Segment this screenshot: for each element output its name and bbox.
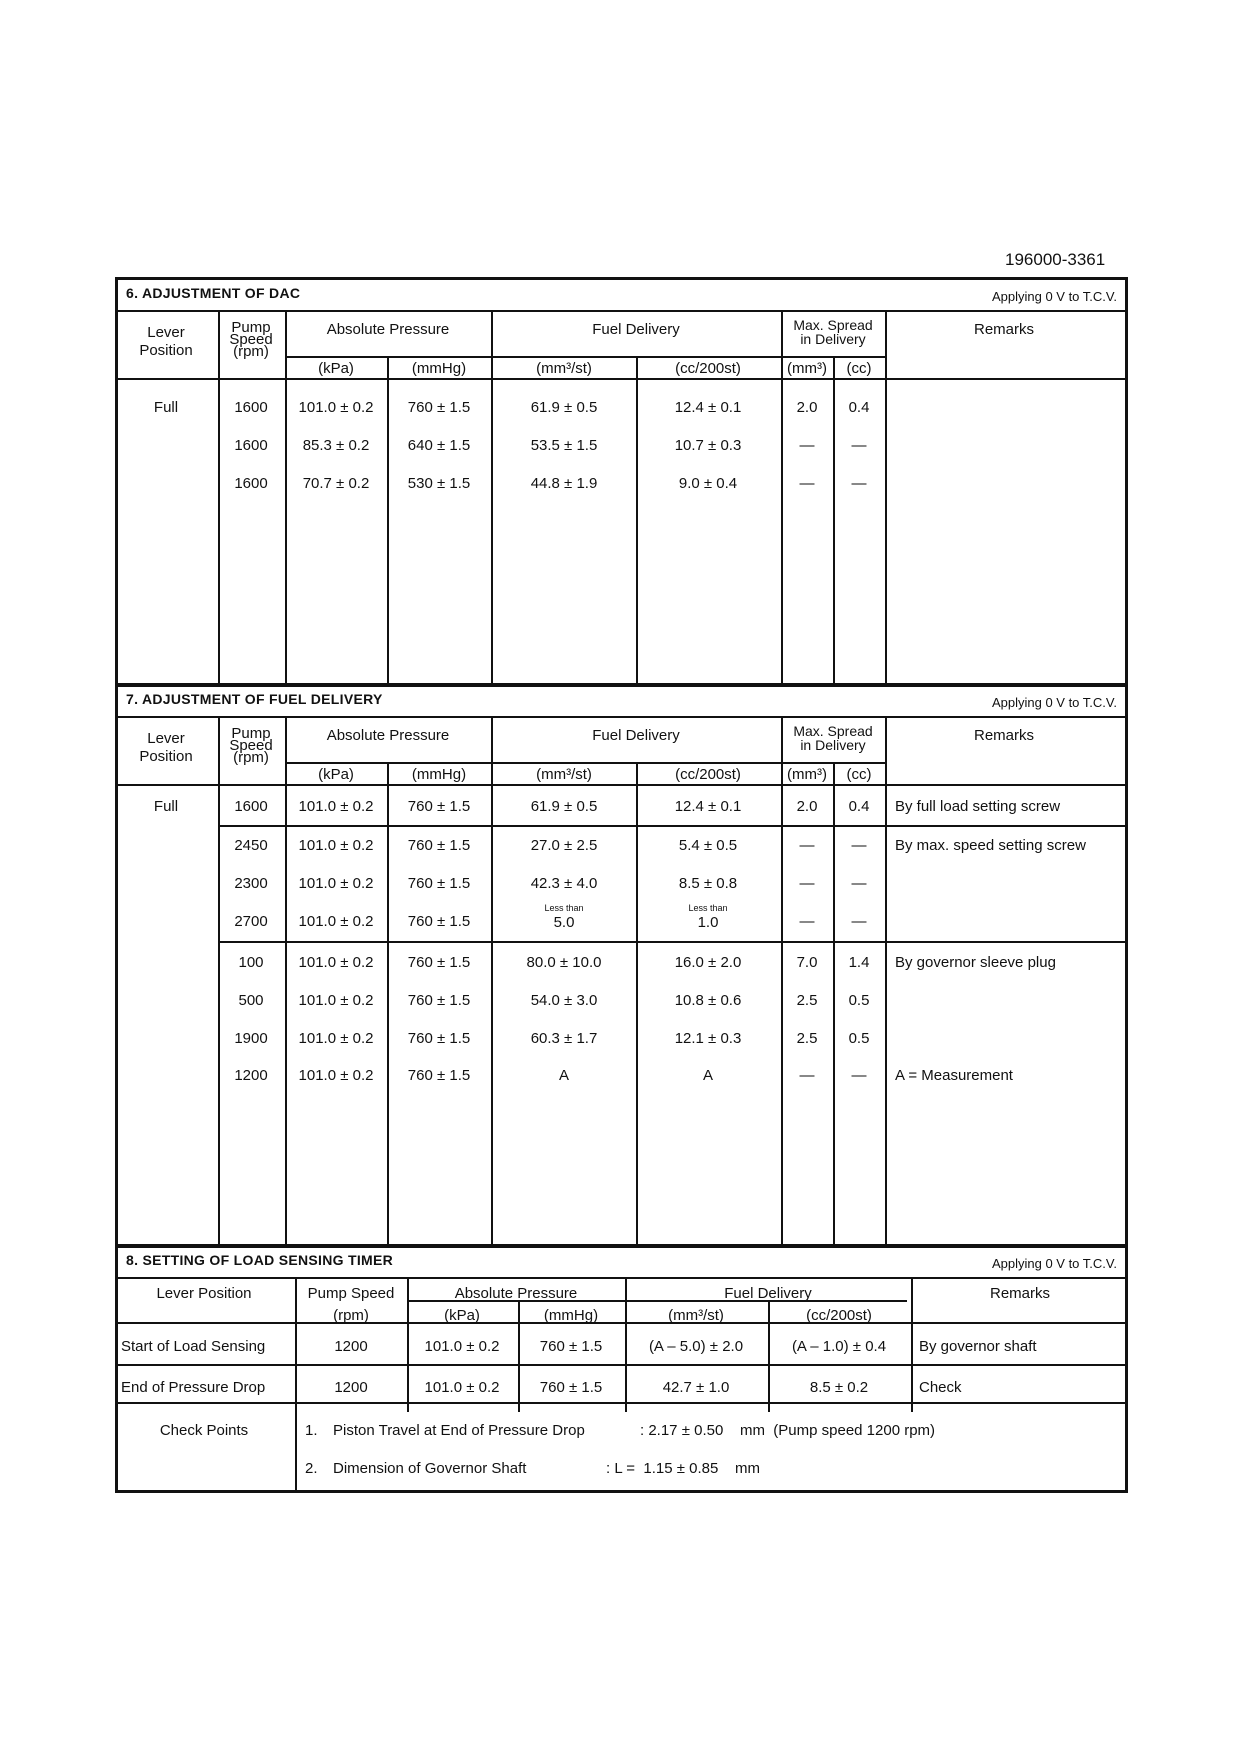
cell-cc200st: A <box>702 1067 714 1084</box>
cell-mmhg: 640 ± 1.5 <box>407 437 471 454</box>
section-title: 6. ADJUSTMENT OF DAC <box>126 285 301 301</box>
header-remarks: Remarks <box>973 727 1035 744</box>
cell-kpa: 101.0 ± 0.2 <box>298 913 374 930</box>
header-in-delivery: in Delivery <box>800 737 866 753</box>
cell-spread-mm3: 2.0 <box>796 798 818 815</box>
unit-mm3st: (mm³/st) <box>668 1307 724 1324</box>
header-in-delivery: in Delivery <box>800 331 866 347</box>
header-absolute-pressure: Absolute Pressure <box>326 727 450 744</box>
cell-rpm: 1900 <box>234 1030 268 1047</box>
cell-spread-mm3: — <box>799 837 815 854</box>
header-lever-position: Lever Position <box>156 1285 252 1302</box>
cell-mm3st: 53.5 ± 1.5 <box>530 437 598 454</box>
cell-cc200st: 12.4 ± 0.1 <box>674 399 742 416</box>
cell-kpa: 101.0 ± 0.2 <box>298 954 374 971</box>
cell-mmhg: 760 ± 1.5 <box>407 992 471 1009</box>
header-fuel-delivery: Fuel Delivery <box>592 321 680 338</box>
cell-spread-mm3: — <box>799 1067 815 1084</box>
unit-mm3st: (mm³/st) <box>536 766 592 783</box>
cell-remark: A = Measurement <box>895 1067 1013 1084</box>
cell-kpa: 101.0 ± 0.2 <box>298 399 374 416</box>
check-point-value: : 2.17 ± 0.50 mm (Pump speed 1200 rpm) <box>640 1422 936 1439</box>
section-title: 8. SETTING OF LOAD SENSING TIMER <box>126 1252 394 1268</box>
cell-mmhg: 760 ± 1.5 <box>539 1338 603 1355</box>
cell-mm3st: (A – 5.0) ± 2.0 <box>648 1338 744 1355</box>
header-lever: Lever <box>147 730 185 747</box>
less-than-note: Less than <box>544 903 584 913</box>
cell-kpa: 70.7 ± 0.2 <box>302 475 370 492</box>
cell-lever-position: End of Pressure Drop <box>121 1379 266 1396</box>
header-absolute-pressure: Absolute Pressure <box>326 321 450 338</box>
cell-rpm: 1200 <box>334 1338 368 1355</box>
cell-spread-mm3: — <box>799 875 815 892</box>
header-max-spread: Max. Spread <box>793 723 873 739</box>
cell-cc200st: 8.5 ± 0.2 <box>809 1379 869 1396</box>
cell-rpm: 1600 <box>234 399 268 416</box>
check-point-value: : L = 1.15 ± 0.85 mm <box>606 1460 760 1477</box>
header-pump: Pump <box>231 319 271 336</box>
cell-mmhg: 760 ± 1.5 <box>407 798 471 815</box>
cell-spread-cc: — <box>851 875 867 892</box>
unit-mm3: (mm³) <box>787 360 827 377</box>
check-point-number: 1. <box>305 1422 318 1439</box>
cell-cc200st: 16.0 ± 2.0 <box>674 954 742 971</box>
cell-mmhg: 760 ± 1.5 <box>407 1067 471 1084</box>
cell-rpm: 2700 <box>234 913 268 930</box>
cell-mmhg: 760 ± 1.5 <box>407 875 471 892</box>
cell-rpm: 100 <box>238 954 264 971</box>
cell-spread-mm3: — <box>799 437 815 454</box>
cell-mm3st: A <box>558 1067 570 1084</box>
cell-mmhg: 760 ± 1.5 <box>407 837 471 854</box>
cell-spread-cc: — <box>851 1067 867 1084</box>
header-max-spread: Max. Spread <box>793 317 873 333</box>
cell-mmhg: 760 ± 1.5 <box>407 399 471 416</box>
unit-cc200st: (cc/200st) <box>675 766 741 783</box>
cell-kpa: 101.0 ± 0.2 <box>298 992 374 1009</box>
cell-remark: By governor sleeve plug <box>895 954 1056 971</box>
cell-spread-cc: — <box>851 475 867 492</box>
header-lever: Lever <box>147 324 185 341</box>
cell-rpm: 1200 <box>334 1379 368 1396</box>
cell-kpa: 101.0 ± 0.2 <box>298 1067 374 1084</box>
cell-mmhg: 760 ± 1.5 <box>407 954 471 971</box>
cell-spread-cc: 1.4 <box>848 954 870 971</box>
applying-note: Applying 0 V to T.C.V. <box>991 1256 1117 1271</box>
cell-mm3st: 5.0 <box>553 914 575 931</box>
check-points-label: Check Points <box>159 1422 249 1439</box>
header-rpm: (rpm) <box>333 1307 369 1324</box>
cell-kpa: 101.0 ± 0.2 <box>298 798 374 815</box>
cell-mm3st: 61.9 ± 0.5 <box>530 798 598 815</box>
cell-remark: By full load setting screw <box>895 798 1061 815</box>
cell-mm3st: 61.9 ± 0.5 <box>530 399 598 416</box>
header-remarks: Remarks <box>989 1285 1051 1302</box>
header-remarks: Remarks <box>973 321 1035 338</box>
cell-kpa: 85.3 ± 0.2 <box>302 437 370 454</box>
cell-mm3st: 42.7 ± 1.0 <box>662 1379 730 1396</box>
cell-rpm: 2450 <box>234 837 268 854</box>
cell-cc200st: 9.0 ± 0.4 <box>678 475 738 492</box>
cell-spread-mm3: — <box>799 913 815 930</box>
cell-mm3st: 42.3 ± 4.0 <box>530 875 598 892</box>
cell-spread-cc: 0.5 <box>848 992 870 1009</box>
header-position: Position <box>139 342 193 359</box>
cell-mm3st: 27.0 ± 2.5 <box>530 837 598 854</box>
unit-kpa: (kPa) <box>318 360 354 377</box>
unit-mmhg: (mmHg) <box>411 360 467 377</box>
header-fuel-delivery: Fuel Delivery <box>592 727 680 744</box>
cell-remark: By max. speed setting screw <box>895 837 1086 854</box>
lever-position-value: Full <box>153 798 179 815</box>
applying-note: Applying 0 V to T.C.V. <box>991 695 1117 710</box>
header-position: Position <box>139 748 193 765</box>
cell-spread-cc: 0.4 <box>848 798 870 815</box>
cell-mmhg: 760 ± 1.5 <box>539 1379 603 1396</box>
unit-kpa: (kPa) <box>318 766 354 783</box>
applying-note: Applying 0 V to T.C.V. <box>991 289 1117 304</box>
cell-spread-cc: 0.4 <box>848 399 870 416</box>
cell-rpm: 1200 <box>234 1067 268 1084</box>
cell-mmhg: 760 ± 1.5 <box>407 1030 471 1047</box>
header-rpm: (rpm) <box>233 749 269 766</box>
cell-kpa: 101.0 ± 0.2 <box>298 875 374 892</box>
cell-rpm: 1600 <box>234 798 268 815</box>
cell-rpm: 500 <box>238 992 264 1009</box>
cell-kpa: 101.0 ± 0.2 <box>298 837 374 854</box>
section-adjustment-of-fuel-delivery <box>115 683 1128 1248</box>
lever-position-value: Full <box>153 399 179 416</box>
less-than-note: Less than <box>688 903 728 913</box>
cell-mmhg: 530 ± 1.5 <box>407 475 471 492</box>
header-speed: Speed <box>229 331 273 348</box>
cell-kpa: 101.0 ± 0.2 <box>424 1338 500 1355</box>
cell-kpa: 101.0 ± 0.2 <box>424 1379 500 1396</box>
cell-cc200st: 12.4 ± 0.1 <box>674 798 742 815</box>
unit-cc: (cc) <box>846 766 872 783</box>
unit-mmhg: (mmHg) <box>411 766 467 783</box>
cell-lever-position: Start of Load Sensing <box>121 1338 266 1355</box>
cell-rpm: 1600 <box>234 437 268 454</box>
cell-spread-mm3: 2.5 <box>796 992 818 1009</box>
unit-cc200st: (cc/200st) <box>806 1307 872 1324</box>
check-point-number: 2. <box>305 1460 318 1477</box>
unit-mmhg: (mmHg) <box>543 1307 599 1324</box>
check-point-text: Piston Travel at End of Pressure Drop <box>333 1422 585 1439</box>
unit-kpa: (kPa) <box>444 1307 480 1324</box>
unit-mm3: (mm³) <box>787 766 827 783</box>
header-pump: Pump <box>231 725 271 742</box>
check-point-text: Dimension of Governor Shaft <box>333 1460 527 1477</box>
unit-cc: (cc) <box>846 360 872 377</box>
header-fuel-delivery: Fuel Delivery <box>724 1285 812 1302</box>
unit-cc200st: (cc/200st) <box>675 360 741 377</box>
cell-spread-mm3: 2.5 <box>796 1030 818 1047</box>
section-setting-of-load-sensing-timer <box>115 1244 1128 1493</box>
cell-spread-mm3: 2.0 <box>796 399 818 416</box>
cell-cc200st: 12.1 ± 0.3 <box>674 1030 742 1047</box>
cell-rpm: 1600 <box>234 475 268 492</box>
cell-spread-cc: 0.5 <box>848 1030 870 1047</box>
section-title: 7. ADJUSTMENT OF FUEL DELIVERY <box>126 691 383 707</box>
header-absolute-pressure: Absolute Pressure <box>454 1285 578 1302</box>
header-speed: Speed <box>229 737 273 754</box>
document-number: 196000-3361 <box>1005 250 1106 269</box>
unit-mm3st: (mm³/st) <box>536 360 592 377</box>
cell-mm3st: 60.3 ± 1.7 <box>530 1030 598 1047</box>
cell-spread-cc: — <box>851 913 867 930</box>
cell-kpa: 101.0 ± 0.2 <box>298 1030 374 1047</box>
cell-cc200st: 10.7 ± 0.3 <box>674 437 742 454</box>
header-pump-speed: Pump Speed <box>307 1285 395 1302</box>
cell-spread-cc: — <box>851 437 867 454</box>
cell-mm3st: 44.8 ± 1.9 <box>530 475 598 492</box>
cell-rpm: 2300 <box>234 875 268 892</box>
header-rpm: (rpm) <box>233 343 269 360</box>
cell-cc200st: 1.0 <box>697 914 719 931</box>
cell-spread-mm3: 7.0 <box>796 954 818 971</box>
cell-mm3st: 54.0 ± 3.0 <box>530 992 598 1009</box>
cell-cc200st: 10.8 ± 0.6 <box>674 992 742 1009</box>
cell-spread-cc: — <box>851 837 867 854</box>
cell-mm3st: 80.0 ± 10.0 <box>526 954 602 971</box>
cell-cc200st: 5.4 ± 0.5 <box>678 837 738 854</box>
cell-cc200st: 8.5 ± 0.8 <box>678 875 738 892</box>
cell-remark: By governor shaft <box>919 1338 1037 1355</box>
cell-cc200st: (A – 1.0) ± 0.4 <box>791 1338 887 1355</box>
cell-remark: Check <box>919 1379 962 1396</box>
cell-spread-mm3: — <box>799 475 815 492</box>
section-adjustment-of-dac <box>115 277 1128 687</box>
cell-mmhg: 760 ± 1.5 <box>407 913 471 930</box>
